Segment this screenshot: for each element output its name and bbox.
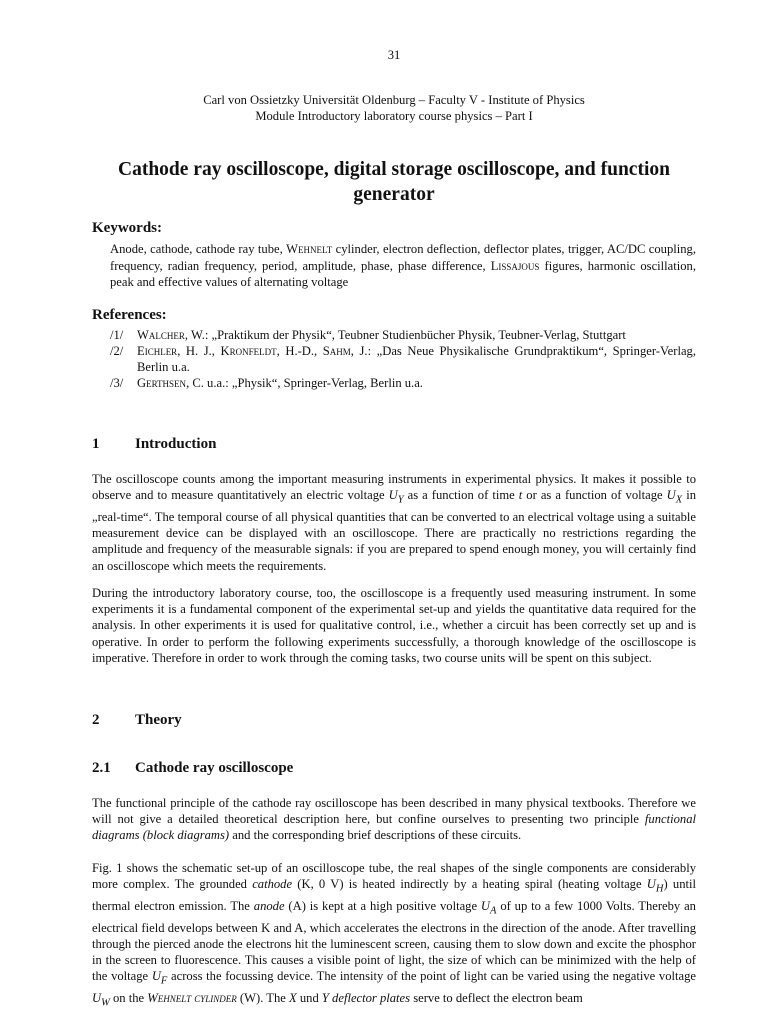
header-institute: Carl von Ossietzky Universität Oldenburg – Faculty V - Institute of Physics	[203, 93, 585, 107]
section-heading-cathode-ray-oscilloscope: 2.1 Cathode ray oscilloscope	[92, 760, 294, 776]
reference-item: /1/ Walcher, W.: „Praktikum der Physik“, Teubner Studienbücher Physik, Teubner-Verlag, Stuttgart	[110, 328, 626, 342]
reference-item: /3/ Gerthsen, C. u.a.: „Physik“, Springer-Verlag, Berlin u.a.	[110, 376, 423, 390]
document-title: Cathode ray oscilloscope, digital storage oscilloscope, and function generator	[118, 159, 670, 205]
reference-item: /2/ Eichler, H. J., Kronfeldt, H.-D., Sahm, J.: „Das Neue Physikalische Grundpraktikum“, Springer-Verlag, Berlin u.a.	[110, 344, 696, 374]
paragraph-tube-setup: Fig. 1 shows the schematic set-up of an oscilloscope tube, the real shapes of the single components are considerably more complex. The grounded cathode (K, 0 V) is heated indirectly by a heating spiral (heating voltage $U_H$) until thermal electron emission. The anode (A) is kept at a high positive voltage $U_A$ of up to a few 1000 Volts. Thereby an electrical field develops between K and A, which accelerates the electrons in the direction of the anode. After travelling through the pierced anode the electrons hit the luminescent screen, causing them to slow down and excite the phosphor in the screen to fluorescence. This causes a visible point of light, the size of which can be minimized with the help of the voltage $U_F$ across the focussing device. The intensity of the point of light can be varied using the negative voltage $U_W$ on the Wehnelt cylinder (W). The X und Y deflector plates serve to deflect the electron beam	[92, 861, 697, 1009]
paragraph-functional-principle: The functional principle of the cathode ray oscilloscope has been described in many physical textbooks. Therefore we will not give a detailed theoretical description here, but confine ourselves to presenting two principle functional diagrams (block diagrams) and the corresponding brief descriptions of these circuits.	[92, 796, 696, 843]
paragraph-intro-2: During the introductory laboratory course, too, the oscilloscope is a frequently used measuring instrument. In some experiments it is a fundamental component of the experimental set-up and yields the quantitative data required for the analysis. In other experiments it is used for qualitative control, i.e., whether a circuit has been correctly set up and is operative. In order to perform the following experiments successfully, a thorough knowledge of the oscilloscope is imperative. Therefore in order to work through the coming tasks, two course units will be spent on this subject.	[92, 586, 696, 665]
keywords-heading: Keywords:	[92, 220, 162, 236]
paragraph-intro-1: The oscilloscope counts among the important measuring instruments in experimental physics. It makes it possible to observe and to measure quantitatively an electric voltage $U_Y$ as a function of time t or as a function of voltage $U_X$ in „real-time“. The temporal course of all physical quantities that can be converted to an electrical voltage using a suitable measurement device can be displayed with an oscilloscope. There are practically no restrictions regarding the amplitude and frequency of the measurable signals: if you are prepared to spend enough money, you will certainly find an oscilloscope which meets the requirements.	[92, 472, 696, 573]
page-number: 31	[387, 48, 401, 62]
keywords-text: Anode, cathode, cathode ray tube, Wehnelt cylinder, electron deflection, deflector plates, trigger, AC/DC coupling, frequency, radian frequency, period, amplitude, phase, phase difference, Lissajous figures, harmonic oscillation, peak and effective values of alternating voltage	[110, 242, 696, 289]
page-header	[92, 92, 696, 124]
section-heading-theory: 2 Theory	[92, 712, 182, 728]
header-module: Module Introductory laboratory course physics – Part I	[255, 109, 533, 123]
references-list	[110, 327, 696, 391]
section-heading-introduction: 1 Introduction	[92, 436, 217, 452]
references-heading: References:	[92, 307, 167, 323]
